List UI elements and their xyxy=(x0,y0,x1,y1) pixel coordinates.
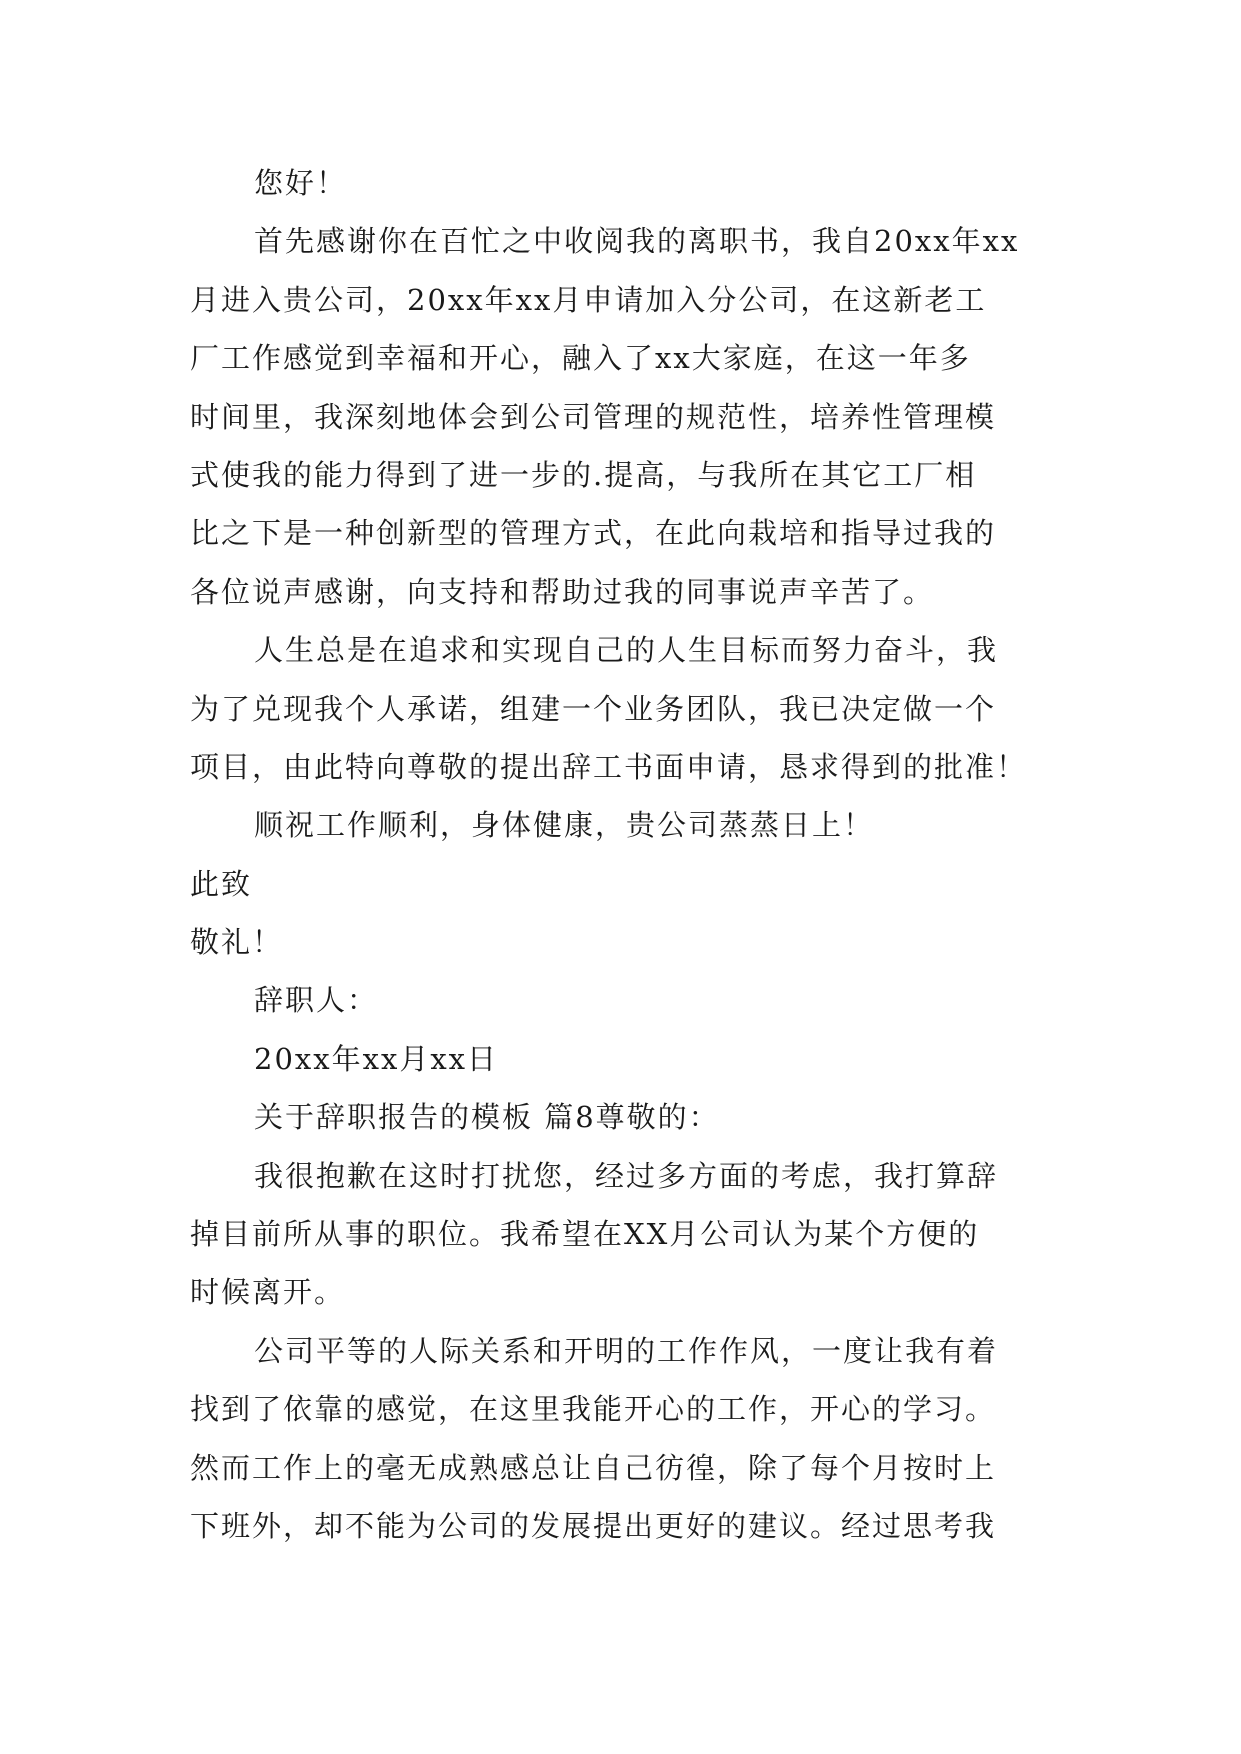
date-line: 20xx年xx月xx日 xyxy=(254,1041,499,1076)
text-line: 然而工作上的毫无成熟感总让自己彷徨，除了每个月按时上 xyxy=(190,1450,997,1485)
greeting-line: 您好！ xyxy=(254,166,348,200)
text-line: 厂工作感觉到幸福和开心，融入了xx大家庭，在这一年多 xyxy=(190,341,971,376)
text-line: 我很抱歉在这时打扰您，经过多方面的考虑，我打算辞 xyxy=(254,1158,999,1193)
signature-line: 辞职人： xyxy=(254,983,379,1018)
text-line: 月进入贵公司，20xx年xx月申请加入分公司，在这新老工 xyxy=(190,282,987,317)
text-line: 比之下是一种创新型的管理方式，在此向栽培和指导过我的 xyxy=(190,516,997,551)
text-line: 人生总是在追求和实现自己的人生目标而努力奋斗，我 xyxy=(254,633,999,668)
text-line: 时间里，我深刻地体会到公司管理的规范性，培养性管理模 xyxy=(190,399,997,434)
text-line: 掉目前所从事的职位。我希望在XX月公司认为某个方便的 xyxy=(190,1217,980,1252)
closing-line: 敬礼！ xyxy=(190,925,284,960)
section-heading: 关于辞职报告的模板 篇8尊敬的： xyxy=(254,1100,720,1135)
text-line: 首先感谢你在百忙之中收阅我的离职书，我自20xx年xx xyxy=(254,224,1020,259)
text-line: 式使我的能力得到了进一步的.提高，与我所在其它工厂相 xyxy=(190,457,977,492)
text-line: 时候离开。 xyxy=(190,1275,346,1310)
text-line: 找到了依靠的感觉，在这里我能开心的工作，开心的学习。 xyxy=(190,1392,997,1427)
text-line: 各位说声感谢，向支持和帮助过我的同事说声辛苦了。 xyxy=(190,574,935,609)
text-line: 公司平等的人际关系和开明的工作作风，一度让我有着 xyxy=(254,1333,999,1368)
text-line: 项目，由此特向尊敬的提出辞工书面申请，恳求得到的批准！ xyxy=(190,749,1028,784)
text-line: 为了兑现我个人承诺，组建一个业务团队，我已决定做一个 xyxy=(190,691,997,726)
text-line: 下班外，却不能为公司的发展提出更好的建议。经过思考我 xyxy=(190,1508,997,1543)
document-body xyxy=(190,154,1070,1555)
closing-line: 此致 xyxy=(190,866,253,901)
text-line: 顺祝工作顺利，身体健康，贵公司蒸蒸日上！ xyxy=(254,808,875,843)
